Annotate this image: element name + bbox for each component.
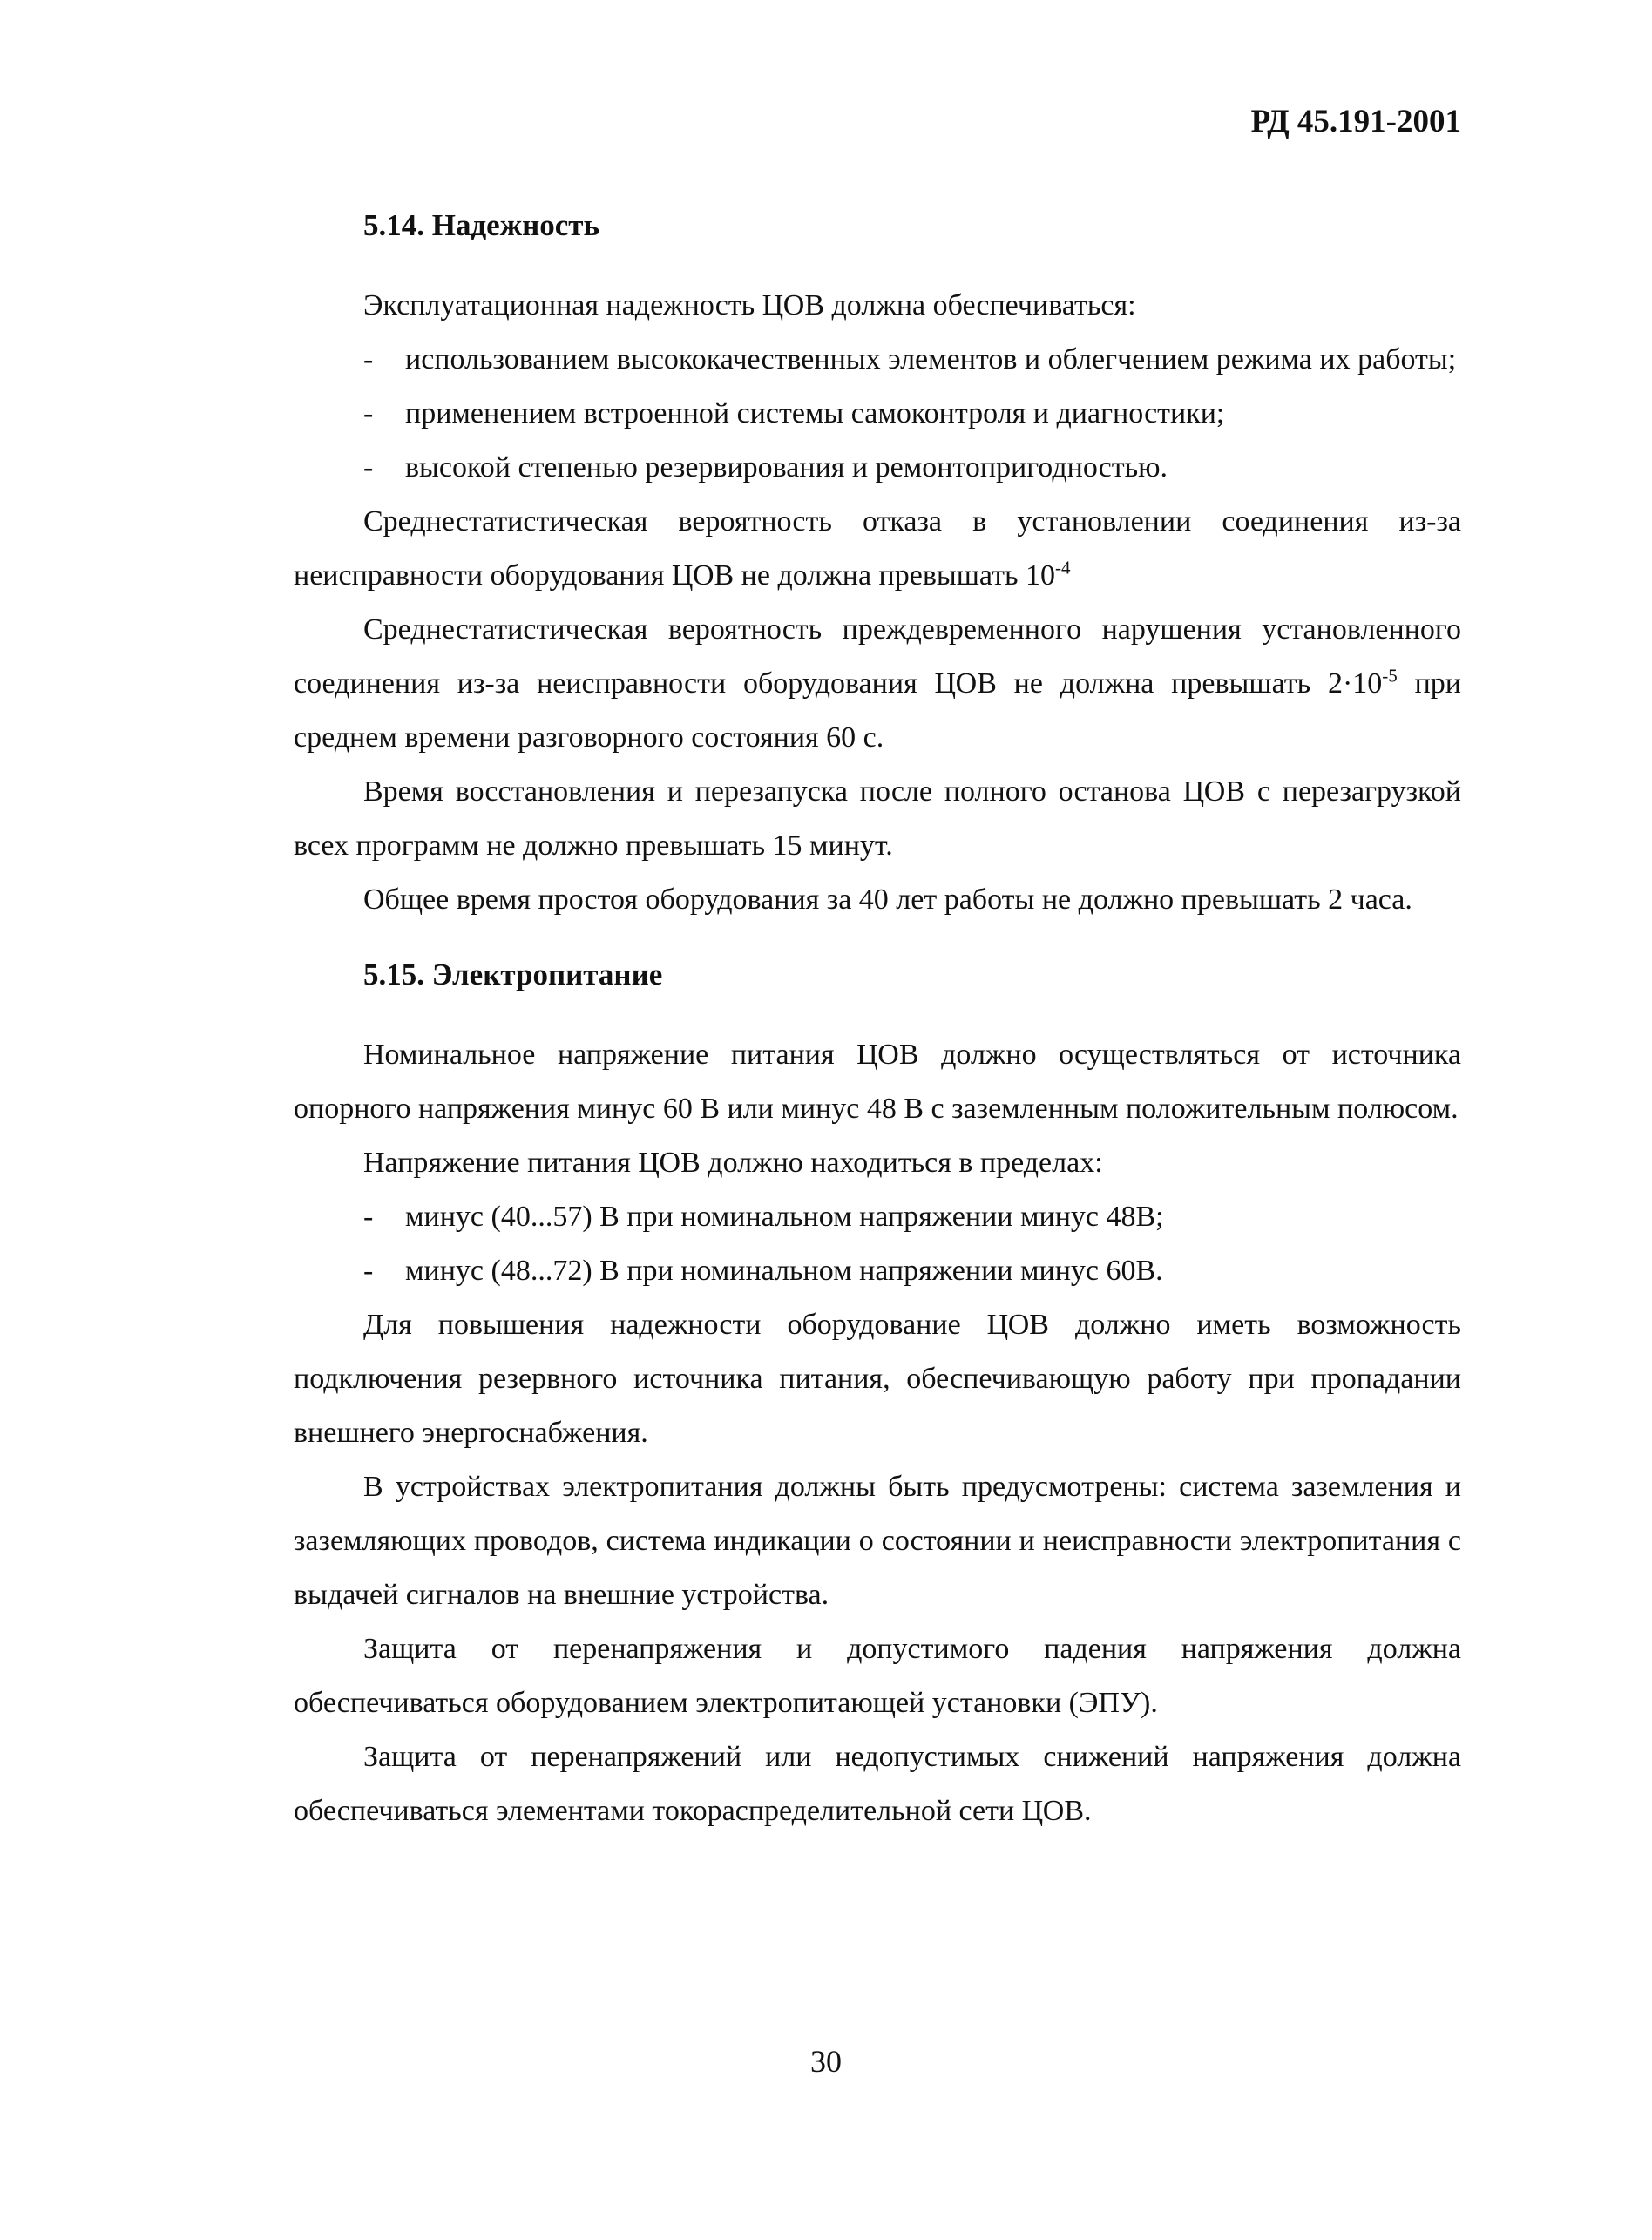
downtime-paragraph: Общее время простоя оборудования за 40 лет работы не должно превышать 2 часа. [363, 883, 1412, 916]
failure-probability-paragraph: Среднестатистическая вероятность отказа в установлении соединения из-за неисправности оборудования ЦОВ не должна превышать $10^{-4}$ [294, 505, 1461, 592]
list-item: - минус (48...72) В при номинальном напряжении минус 60В. [363, 1255, 1163, 1287]
list-item: - применением встроенной системы самоконтроля и диагностики; [363, 397, 1225, 430]
grounding-paragraph: В устройствах электропитания должны быть предусмотрены: система заземления и заземляющих проводов, система индикации о состоянии и неисправности электропитания с выдачей сигналов на внешние устройства. [294, 1471, 1461, 1611]
overvoltage-protection-paragraph: Защита от перенапряжения и допустимого падения напряжения должна обеспечиваться оборудованием электропитающей установки (ЭПУ). [294, 1633, 1461, 1719]
list-item: - высокой степенью резервирования и ремонтопригодностью. [363, 451, 1168, 484]
page-content [294, 199, 1461, 1838]
list-item: - использованием высококачественных элементов и облегчением режима их работы; [363, 343, 1457, 376]
voltage-range-intro: Напряжение питания ЦОВ должно находиться в пределах: [363, 1147, 1103, 1179]
backup-power-paragraph: Для повышения надежности оборудование ЦОВ должно иметь возможность подключения резервного источника питания, обеспечивающую работу при пропадании внешнего энергоснабжения. [294, 1309, 1461, 1449]
voltage-range-list [294, 1190, 1461, 1298]
reliability-list [294, 333, 1461, 495]
nominal-voltage-paragraph: Номинальное напряжение питания ЦОВ должно осуществляться от источника опорного напряжения минус 60 В или минус 48 В с заземленным положительным полюсом. [294, 1039, 1461, 1125]
disconnect-probability-paragraph: Среднестатистическая вероятность преждевременного нарушения установленного соединения из-за неисправности оборудования ЦОВ не должна превышать $2\cdot 10^{-5}$ при среднем времени разговорного состояния 60 с. [294, 613, 1461, 754]
list-item: - минус (40...57) В при номинальном напряжении минус 48В; [363, 1201, 1164, 1233]
document-code: РД 45.191-2001 [1250, 104, 1461, 139]
section-5-15-title: 5.15. Электропитание [363, 958, 663, 991]
section-5-14-intro: Эксплуатационная надежность ЦОВ должна обеспечиваться: [363, 289, 1136, 321]
page-number: 30 [810, 2044, 842, 2079]
section-5-14-title: 5.14. Надежность [363, 208, 599, 242]
distribution-protection-paragraph: Защита от перенапряжений или недопустимых снижений напряжения должна обеспечиваться элементами токораспределительной сети ЦОВ. [294, 1741, 1461, 1827]
recovery-time-paragraph: Время восстановления и перезапуска после полного останова ЦОВ с перезагрузкой всех программ не должно превышать 15 минут. [294, 775, 1461, 862]
